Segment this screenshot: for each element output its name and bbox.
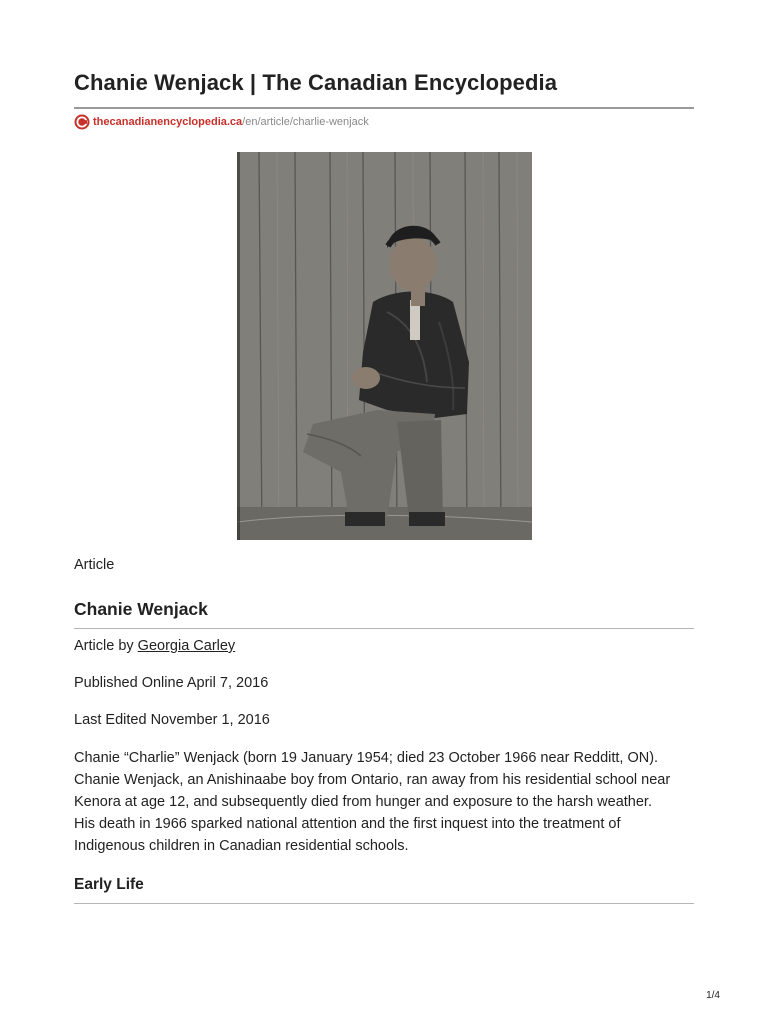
intro-line: His death in 1966 sparked national attention and the first inquest into the treatment of	[74, 816, 621, 832]
title-divider	[74, 107, 694, 109]
intro-paragraph	[74, 747, 734, 857]
intro-line: Indigenous children in Canadian residential schools.	[74, 838, 409, 854]
photo	[237, 152, 532, 540]
author-link[interactable]: Georgia Carley	[137, 638, 236, 654]
site-logo-icon	[74, 114, 90, 130]
article-heading: Chanie Wenjack	[74, 599, 208, 619]
section-divider	[74, 903, 694, 904]
source-domain[interactable]: thecanadianencyclopedia.ca	[93, 116, 243, 128]
byline	[74, 638, 235, 654]
section-heading-early-life: Early Life	[74, 876, 144, 893]
source-path[interactable]: /en/article/charlie-wenjack	[242, 116, 369, 128]
intro-line: Chanie Wenjack, an Anishinaabe boy from Ontario, ran away from his residential school near	[74, 772, 671, 788]
source-url[interactable]	[74, 113, 369, 131]
intro-line: Chanie “Charlie” Wenjack (born 19 January 1954; died 23 October 1966 near Redditt, ON).	[74, 750, 659, 766]
page-number: 1/4	[706, 990, 720, 1001]
published-date: Published Online April 7, 2016	[74, 675, 269, 691]
heading-divider	[74, 628, 694, 629]
intro-line: Kenora at age 12, and subsequently died from hunger and exposure to the harsh weather.	[74, 794, 652, 810]
last-edited-date: Last Edited November 1, 2016	[74, 712, 270, 728]
article-type-label: Article	[74, 557, 115, 573]
byline-prefix: Article by	[74, 638, 138, 654]
page-title: Chanie Wenjack | The Canadian Encyclopedia	[74, 70, 558, 95]
